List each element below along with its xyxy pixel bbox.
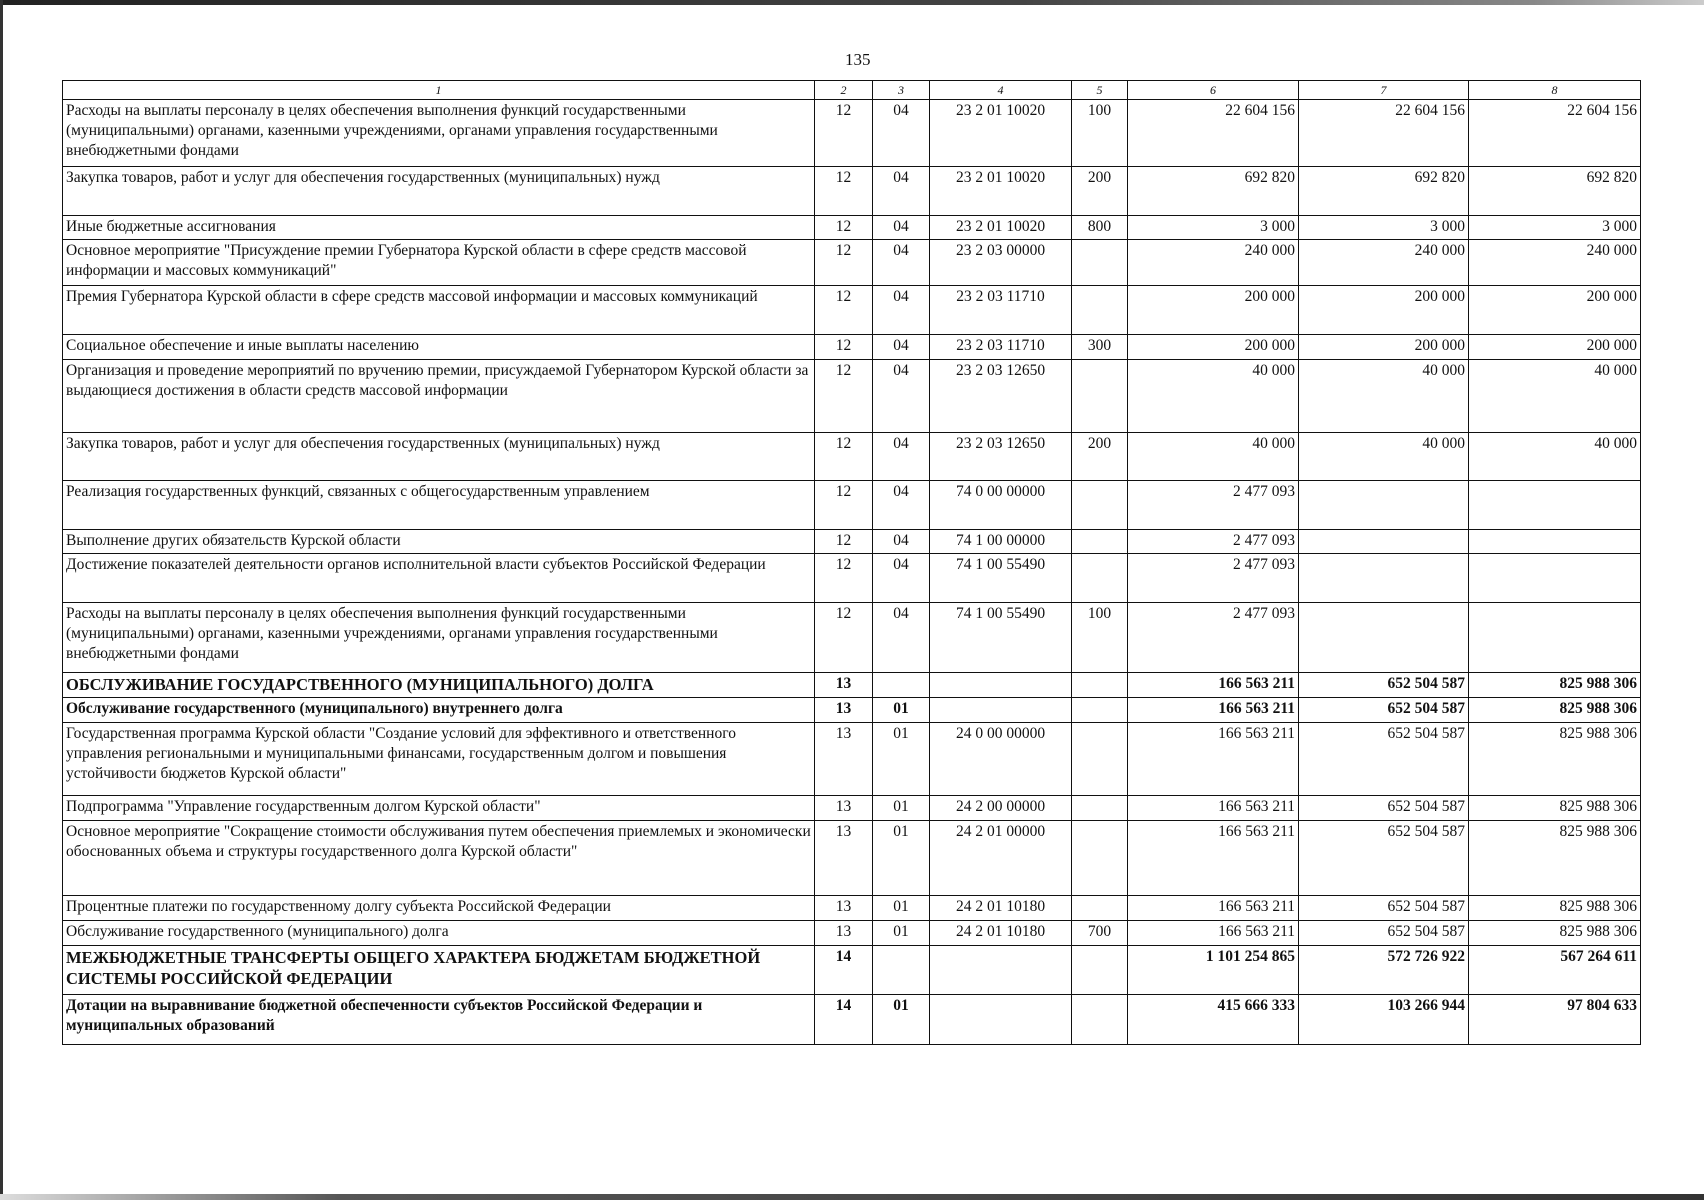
amount-col8-cell: 692 820: [1469, 167, 1641, 216]
table-row: [63, 100, 1641, 167]
amount-col8-cell: 825 988 306: [1469, 698, 1641, 723]
section-code-cell: 12: [815, 100, 873, 167]
table-body: [63, 100, 1641, 1045]
column-number-header: 5: [1072, 81, 1128, 100]
target-article-cell: 23 2 01 10020: [930, 216, 1072, 240]
target-article-cell: 74 1 00 55490: [930, 554, 1072, 603]
amount-col8-cell: 40 000: [1469, 433, 1641, 481]
amount-col7-cell: [1299, 530, 1469, 554]
amount-col6-cell: 692 820: [1128, 167, 1299, 216]
amount-col7-cell: 572 726 922: [1299, 946, 1469, 995]
subsection-code-cell: 01: [873, 723, 930, 796]
table-row: [63, 995, 1641, 1045]
amount-col6-cell: 166 563 211: [1128, 673, 1299, 698]
column-number-header: 4: [930, 81, 1072, 100]
amount-col8-cell: 825 988 306: [1469, 821, 1641, 896]
subsection-code-cell: 04: [873, 603, 930, 673]
target-article-cell: 23 2 01 10020: [930, 167, 1072, 216]
amount-col6-cell: 166 563 211: [1128, 698, 1299, 723]
amount-col7-cell: 40 000: [1299, 433, 1469, 481]
table-row: [63, 335, 1641, 360]
section-code-cell: 12: [815, 554, 873, 603]
table-row: [63, 360, 1641, 433]
row-name-cell: Иные бюджетные ассигнования: [63, 216, 815, 240]
section-code-cell: 13: [815, 896, 873, 921]
section-code-cell: 13: [815, 921, 873, 946]
expense-type-cell: 800: [1072, 216, 1128, 240]
amount-col6-cell: 3 000: [1128, 216, 1299, 240]
target-article-cell: 24 2 01 10180: [930, 896, 1072, 921]
target-article-cell: 23 2 03 12650: [930, 433, 1072, 481]
row-name-cell: Подпрограмма "Управление государственным долгом Курской области": [63, 796, 815, 821]
target-article-cell: 24 0 00 00000: [930, 723, 1072, 796]
budget-table: [62, 80, 1641, 1045]
table-row: [63, 240, 1641, 286]
expense-type-cell: 300: [1072, 335, 1128, 360]
subsection-code-cell: 04: [873, 167, 930, 216]
target-article-cell: [930, 698, 1072, 723]
expense-type-cell: 100: [1072, 100, 1128, 167]
scan-edge-top: [0, 0, 1704, 5]
section-code-cell: 14: [815, 995, 873, 1045]
target-article-cell: 23 2 01 10020: [930, 100, 1072, 167]
table-row: [63, 946, 1641, 995]
target-article-cell: 23 2 03 11710: [930, 335, 1072, 360]
subsection-code-cell: 04: [873, 554, 930, 603]
target-article-cell: [930, 946, 1072, 995]
table-row: [63, 433, 1641, 481]
amount-col8-cell: 97 804 633: [1469, 995, 1641, 1045]
row-name-cell: Обслуживание государственного (муниципального) долга: [63, 921, 815, 946]
section-code-cell: 13: [815, 821, 873, 896]
target-article-cell: 24 2 00 00000: [930, 796, 1072, 821]
amount-col6-cell: 22 604 156: [1128, 100, 1299, 167]
table-row: [63, 921, 1641, 946]
column-number-header: 2: [815, 81, 873, 100]
expense-type-cell: [1072, 995, 1128, 1045]
expense-type-cell: [1072, 796, 1128, 821]
target-article-cell: 23 2 03 11710: [930, 286, 1072, 335]
expense-type-cell: 100: [1072, 603, 1128, 673]
amount-col8-cell: 567 264 611: [1469, 946, 1641, 995]
amount-col8-cell: 40 000: [1469, 360, 1641, 433]
expense-type-cell: [1072, 673, 1128, 698]
subsection-code-cell: 01: [873, 896, 930, 921]
expense-type-cell: [1072, 554, 1128, 603]
section-code-cell: 12: [815, 335, 873, 360]
expense-type-cell: 200: [1072, 433, 1128, 481]
section-code-cell: 12: [815, 286, 873, 335]
expense-type-cell: [1072, 360, 1128, 433]
section-code-cell: 12: [815, 216, 873, 240]
row-name-cell: Расходы на выплаты персоналу в целях обеспечения выполнения функций государственными (муниципальными) органами, казенными учреждениями, органами управления государственными внебюджетными фондами: [63, 100, 815, 167]
section-code-cell: 14: [815, 946, 873, 995]
table-row: [63, 723, 1641, 796]
amount-col6-cell: 2 477 093: [1128, 481, 1299, 530]
subsection-code-cell: 04: [873, 335, 930, 360]
subsection-code-cell: 04: [873, 286, 930, 335]
row-name-cell: Социальное обеспечение и иные выплаты населению: [63, 335, 815, 360]
subsection-code-cell: 01: [873, 921, 930, 946]
amount-col6-cell: 166 563 211: [1128, 896, 1299, 921]
target-article-cell: 23 2 03 00000: [930, 240, 1072, 286]
expense-type-cell: 700: [1072, 921, 1128, 946]
row-name-cell: Дотации на выравнивание бюджетной обеспеченности субъектов Российской Федерации и муниципальных образований: [63, 995, 815, 1045]
amount-col8-cell: 200 000: [1469, 286, 1641, 335]
row-name-cell: Расходы на выплаты персоналу в целях обеспечения выполнения функций государственными (муниципальными) органами, казенными учреждениями, органами управления государственными внебюджетными фондами: [63, 603, 815, 673]
section-code-cell: 13: [815, 673, 873, 698]
subsection-code-cell: 04: [873, 433, 930, 481]
amount-col8-cell: 825 988 306: [1469, 921, 1641, 946]
amount-col8-cell: [1469, 554, 1641, 603]
expense-type-cell: [1072, 698, 1128, 723]
amount-col8-cell: 825 988 306: [1469, 673, 1641, 698]
amount-col7-cell: 240 000: [1299, 240, 1469, 286]
amount-col7-cell: 652 504 587: [1299, 821, 1469, 896]
row-name-cell: Государственная программа Курской области "Создание условий для эффективного и ответственного управления региональными и муниципальными финансами, государственным долгом и повышения устойчивости бюджетов Курской области": [63, 723, 815, 796]
amount-col7-cell: 652 504 587: [1299, 896, 1469, 921]
amount-col6-cell: 240 000: [1128, 240, 1299, 286]
target-article-cell: 23 2 03 12650: [930, 360, 1072, 433]
amount-col7-cell: 200 000: [1299, 286, 1469, 335]
section-code-cell: 12: [815, 360, 873, 433]
column-number-header: 7: [1299, 81, 1469, 100]
amount-col8-cell: 825 988 306: [1469, 796, 1641, 821]
expense-type-cell: [1072, 481, 1128, 530]
amount-col8-cell: [1469, 603, 1641, 673]
table-row: [63, 603, 1641, 673]
row-name-cell: Закупка товаров, работ и услуг для обеспечения государственных (муниципальных) нужд: [63, 167, 815, 216]
amount-col6-cell: 200 000: [1128, 286, 1299, 335]
amount-col6-cell: 166 563 211: [1128, 921, 1299, 946]
subsection-code-cell: 04: [873, 100, 930, 167]
column-number-header-row: [63, 81, 1641, 100]
amount-col7-cell: [1299, 603, 1469, 673]
subsection-code-cell: 01: [873, 698, 930, 723]
section-code-cell: 13: [815, 723, 873, 796]
row-name-cell: Процентные платежи по государственному долгу субъекта Российской Федерации: [63, 896, 815, 921]
amount-col8-cell: 825 988 306: [1469, 723, 1641, 796]
section-code-cell: 12: [815, 167, 873, 216]
subsection-code-cell: 04: [873, 240, 930, 286]
amount-col6-cell: 40 000: [1128, 360, 1299, 433]
amount-col8-cell: 22 604 156: [1469, 100, 1641, 167]
amount-col6-cell: 2 477 093: [1128, 603, 1299, 673]
column-number-header: 8: [1469, 81, 1641, 100]
table-row: [63, 286, 1641, 335]
section-code-cell: 12: [815, 481, 873, 530]
subsection-code-cell: 04: [873, 216, 930, 240]
expense-type-cell: [1072, 286, 1128, 335]
amount-col7-cell: 22 604 156: [1299, 100, 1469, 167]
expense-type-cell: 200: [1072, 167, 1128, 216]
target-article-cell: 74 1 00 55490: [930, 603, 1072, 673]
column-number-header: 1: [63, 81, 815, 100]
amount-col7-cell: [1299, 481, 1469, 530]
amount-col7-cell: 3 000: [1299, 216, 1469, 240]
expense-type-cell: [1072, 896, 1128, 921]
section-code-cell: 12: [815, 240, 873, 286]
amount-col7-cell: 692 820: [1299, 167, 1469, 216]
amount-col6-cell: 166 563 211: [1128, 723, 1299, 796]
amount-col8-cell: 3 000: [1469, 216, 1641, 240]
section-code-cell: 12: [815, 433, 873, 481]
row-name-cell: Основное мероприятие "Присуждение премии Губернатора Курской области в сфере средств массовой информации и массовых коммуникаций": [63, 240, 815, 286]
subsection-code-cell: 04: [873, 360, 930, 433]
row-name-cell: Реализация государственных функций, связанных с общегосударственным управлением: [63, 481, 815, 530]
row-name-cell: Достижение показателей деятельности органов исполнительной власти субъектов Российской Федерации: [63, 554, 815, 603]
row-name-cell: Премия Губернатора Курской области в сфере средств массовой информации и массовых коммуникаций: [63, 286, 815, 335]
subsection-code-cell: 04: [873, 530, 930, 554]
table-row: [63, 216, 1641, 240]
column-number-header: 3: [873, 81, 930, 100]
amount-col8-cell: 200 000: [1469, 335, 1641, 360]
subsection-code-cell: [873, 946, 930, 995]
target-article-cell: [930, 673, 1072, 698]
target-article-cell: [930, 995, 1072, 1045]
table-row: [63, 796, 1641, 821]
target-article-cell: 74 0 00 00000: [930, 481, 1072, 530]
amount-col8-cell: [1469, 530, 1641, 554]
amount-col7-cell: 652 504 587: [1299, 921, 1469, 946]
column-number-header: 6: [1128, 81, 1299, 100]
row-name-cell: Закупка товаров, работ и услуг для обеспечения государственных (муниципальных) нужд: [63, 433, 815, 481]
table-row: [63, 821, 1641, 896]
amount-col6-cell: 40 000: [1128, 433, 1299, 481]
table-row: [63, 481, 1641, 530]
scan-edge-bottom: [0, 1194, 1704, 1200]
table-row: [63, 896, 1641, 921]
row-name-cell: ОБСЛУЖИВАНИЕ ГОСУДАРСТВЕННОГО (МУНИЦИПАЛЬНОГО) ДОЛГА: [63, 673, 815, 698]
scan-edge-left: [0, 0, 3, 1200]
amount-col6-cell: 166 563 211: [1128, 821, 1299, 896]
row-name-cell: Организация и проведение мероприятий по вручению премии, присуждаемой Губернатором Курской области за выдающиеся достижения в области средств массовой информации: [63, 360, 815, 433]
row-name-cell: Обслуживание государственного (муниципального) внутреннего долга: [63, 698, 815, 723]
amount-col7-cell: 40 000: [1299, 360, 1469, 433]
section-code-cell: 12: [815, 603, 873, 673]
amount-col6-cell: 200 000: [1128, 335, 1299, 360]
amount-col6-cell: 415 666 333: [1128, 995, 1299, 1045]
amount-col6-cell: 2 477 093: [1128, 554, 1299, 603]
expense-type-cell: [1072, 946, 1128, 995]
amount-col7-cell: [1299, 554, 1469, 603]
amount-col7-cell: 652 504 587: [1299, 723, 1469, 796]
amount-col6-cell: 166 563 211: [1128, 796, 1299, 821]
target-article-cell: 24 2 01 10180: [930, 921, 1072, 946]
amount-col7-cell: 200 000: [1299, 335, 1469, 360]
table-row: [63, 554, 1641, 603]
section-code-cell: 13: [815, 796, 873, 821]
amount-col6-cell: 1 101 254 865: [1128, 946, 1299, 995]
subsection-code-cell: [873, 673, 930, 698]
target-article-cell: 74 1 00 00000: [930, 530, 1072, 554]
table-row: [63, 698, 1641, 723]
row-name-cell: МЕЖБЮДЖЕТНЫЕ ТРАНСФЕРТЫ ОБЩЕГО ХАРАКТЕРА БЮДЖЕТАМ БЮДЖЕТНОЙ СИСТЕМЫ РОССИЙСКОЙ ФЕДЕРАЦИИ: [63, 946, 815, 995]
amount-col8-cell: [1469, 481, 1641, 530]
section-code-cell: 12: [815, 530, 873, 554]
amount-col8-cell: 825 988 306: [1469, 896, 1641, 921]
target-article-cell: 24 2 01 00000: [930, 821, 1072, 896]
expense-type-cell: [1072, 240, 1128, 286]
subsection-code-cell: 04: [873, 481, 930, 530]
table-row: [63, 167, 1641, 216]
expense-type-cell: [1072, 530, 1128, 554]
amount-col6-cell: 2 477 093: [1128, 530, 1299, 554]
row-name-cell: Основное мероприятие "Сокращение стоимости обслуживания путем обеспечения приемлемых и экономически обоснованных объема и структуры государственного долга Курской области": [63, 821, 815, 896]
subsection-code-cell: 01: [873, 796, 930, 821]
subsection-code-cell: 01: [873, 821, 930, 896]
page-number: 135: [845, 50, 871, 69]
table-row: [63, 530, 1641, 554]
table-row: [63, 673, 1641, 698]
expense-type-cell: [1072, 723, 1128, 796]
amount-col8-cell: 240 000: [1469, 240, 1641, 286]
amount-col7-cell: 652 504 587: [1299, 673, 1469, 698]
expense-type-cell: [1072, 821, 1128, 896]
row-name-cell: Выполнение других обязательств Курской области: [63, 530, 815, 554]
amount-col7-cell: 652 504 587: [1299, 796, 1469, 821]
amount-col7-cell: 103 266 944: [1299, 995, 1469, 1045]
subsection-code-cell: 01: [873, 995, 930, 1045]
section-code-cell: 13: [815, 698, 873, 723]
amount-col7-cell: 652 504 587: [1299, 698, 1469, 723]
